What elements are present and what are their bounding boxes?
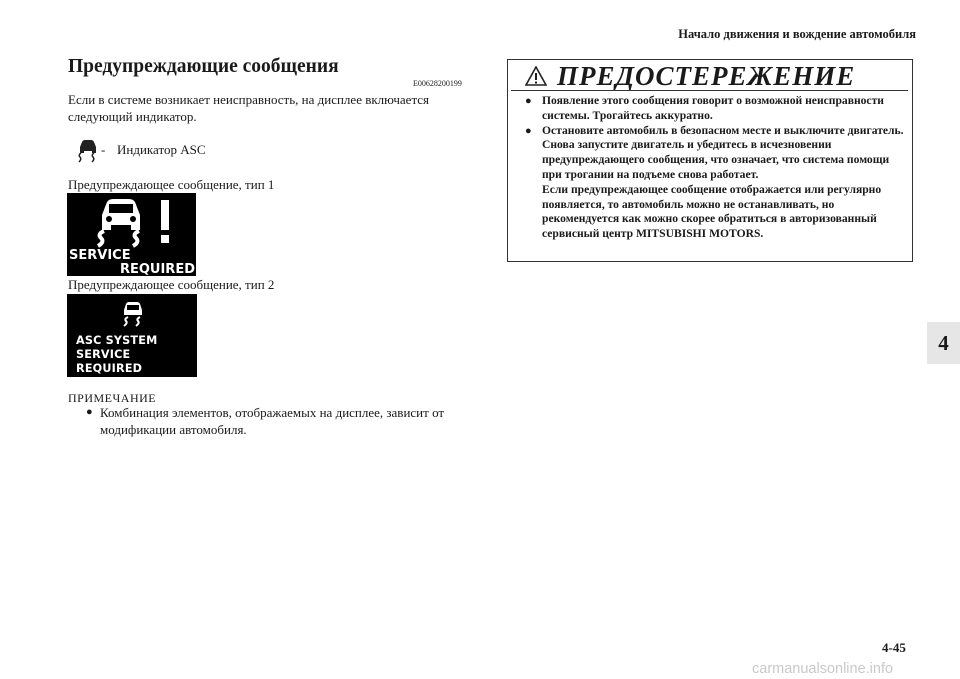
note-text: Комбинация элементов, отображаемых на дисплее, зависит от модификации автомобиля.	[100, 405, 445, 437]
asc-skid-warning-icon	[67, 193, 196, 276]
display-type1	[67, 193, 196, 276]
intro-paragraph: Если в системе возникает неисправность, на дисплее включается следующий индикатор.	[68, 92, 430, 124]
section-code: E00628200199	[413, 79, 462, 88]
message-type1-label: Предупреждающее сообщение, тип 1	[68, 177, 275, 192]
bullet-icon: ●	[525, 95, 532, 107]
asc-skid-icon	[75, 138, 101, 169]
display-type2	[67, 294, 197, 377]
warning-item-text: Появление этого сообщения говорит о возможной неисправности системы. Трогайтесь аккуратно.	[542, 94, 884, 122]
watermark: carmanualsonline.info	[752, 661, 894, 677]
chapter-tab	[927, 322, 960, 364]
running-header: Начало движения и вождение автомобиля	[678, 27, 916, 41]
bullet-icon: ●	[525, 124, 532, 137]
warning-item-paragraph: Если предупреждающее сообщение отображается или регулярно появляется, то автомобиль можно не останавливать, но рекомендуется как можно скорее обратиться в авторизованный сервисный центр MITSUBISHI MOTORS.	[542, 182, 882, 241]
page-title: Предупреждающие сообщения	[68, 56, 339, 77]
asc-skid-icon	[121, 301, 145, 327]
note-heading: ПРИМЕЧАНИЕ	[68, 391, 157, 405]
display2-line2: SERVICE REQUIRED	[76, 348, 143, 375]
warning-body	[520, 94, 910, 242]
warning-divider	[511, 90, 908, 91]
warning-item-text: Остановите автомобиль в безопасном месте и выключите двигатель.	[542, 123, 904, 137]
display2-line1: ASC SYSTEM	[76, 334, 158, 347]
page-number: 4-45	[882, 640, 906, 655]
asc-indicator-label: Индикатор ASC	[117, 142, 206, 157]
display1-line1: SERVICE	[69, 248, 131, 263]
warning-title: ПРЕДОСТЕРЕЖЕНИЕ	[557, 61, 856, 91]
warning-item	[520, 94, 910, 124]
warning-box	[507, 59, 913, 262]
bullet-icon: ●	[86, 406, 93, 418]
chapter-number: 4	[938, 331, 949, 355]
indicator-dash: -	[101, 142, 106, 157]
warning-header	[508, 60, 912, 92]
display1-line2: REQUIRED	[119, 262, 195, 276]
warning-item-paragraph: Снова запустите двигатель и убедитесь в исчезновении предупреждающего сообщения, что означает, что система помощи при трогании на подъеме снова работает.	[542, 138, 890, 181]
warning-item	[520, 124, 910, 139]
message-type2-label: Предупреждающее сообщение, тип 2	[68, 277, 275, 292]
warning-triangle-icon	[525, 66, 547, 86]
